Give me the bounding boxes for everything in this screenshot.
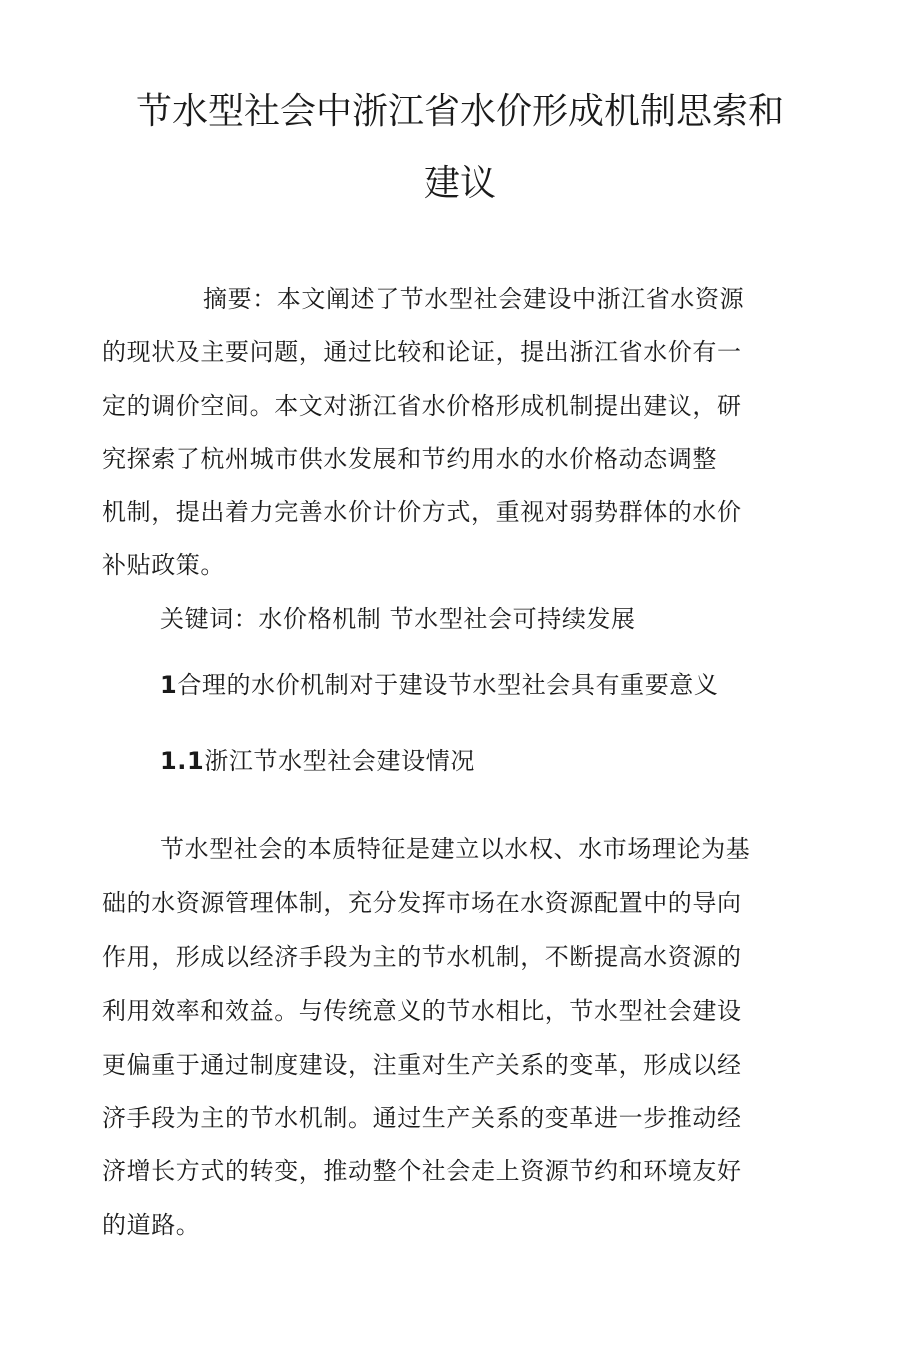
- body-line: 济手段为主的节水机制。通过生产关系的变革进一步推动经: [102, 1104, 742, 1132]
- body-line: 利用效率和效益。与传统意义的节水相比，节水型社会建设: [102, 997, 742, 1025]
- body-line: 作用，形成以经济手段为主的节水机制，不断提高水资源的: [102, 943, 742, 971]
- abstract-line: 摘要：本文阐述了节水型社会建设中浙江省水资源: [203, 285, 745, 313]
- section-title: 浙江节水型社会建设情况: [204, 747, 475, 775]
- document-title-line-2: 建议: [423, 163, 496, 204]
- abstract-line: 补贴政策。: [102, 551, 225, 579]
- section-number: 1.1: [160, 747, 205, 775]
- section-title: 合理的水价机制对于建设节水型社会具有重要意义: [177, 671, 719, 699]
- section-number: 1: [160, 671, 178, 699]
- abstract-line: 定的调价空间。本文对浙江省水价格形成机制提出建议，研: [102, 392, 742, 420]
- abstract-line: 的现状及主要问题，通过比较和论证，提出浙江省水价有一: [102, 338, 742, 366]
- abstract-line: 究探索了杭州城市供水发展和节约用水的水价格动态调整: [102, 445, 717, 473]
- body-line: 的道路。: [102, 1211, 201, 1239]
- abstract-line: 机制，提出着力完善水价计价方式，重视对弱势群体的水价: [102, 498, 742, 526]
- document-title-line-1: 节水型社会中浙江省水价形成机制思索和: [135, 91, 784, 132]
- section-heading-1-1: [160, 746, 475, 776]
- body-line: 节水型社会的本质特征是建立以水权、水市场理论为基: [160, 835, 751, 863]
- body-line: 更偏重于通过制度建设，注重对生产关系的变革，形成以经: [102, 1051, 742, 1079]
- body-line: 济增长方式的转变，推动整个社会走上资源节约和环境友好: [102, 1157, 742, 1185]
- section-heading-1: [160, 670, 719, 700]
- body-line: 础的水资源管理体制，充分发挥市场在水资源配置中的导向: [102, 889, 742, 917]
- keywords-line: 关键词：水价格机制 节水型社会可持续发展: [160, 605, 636, 633]
